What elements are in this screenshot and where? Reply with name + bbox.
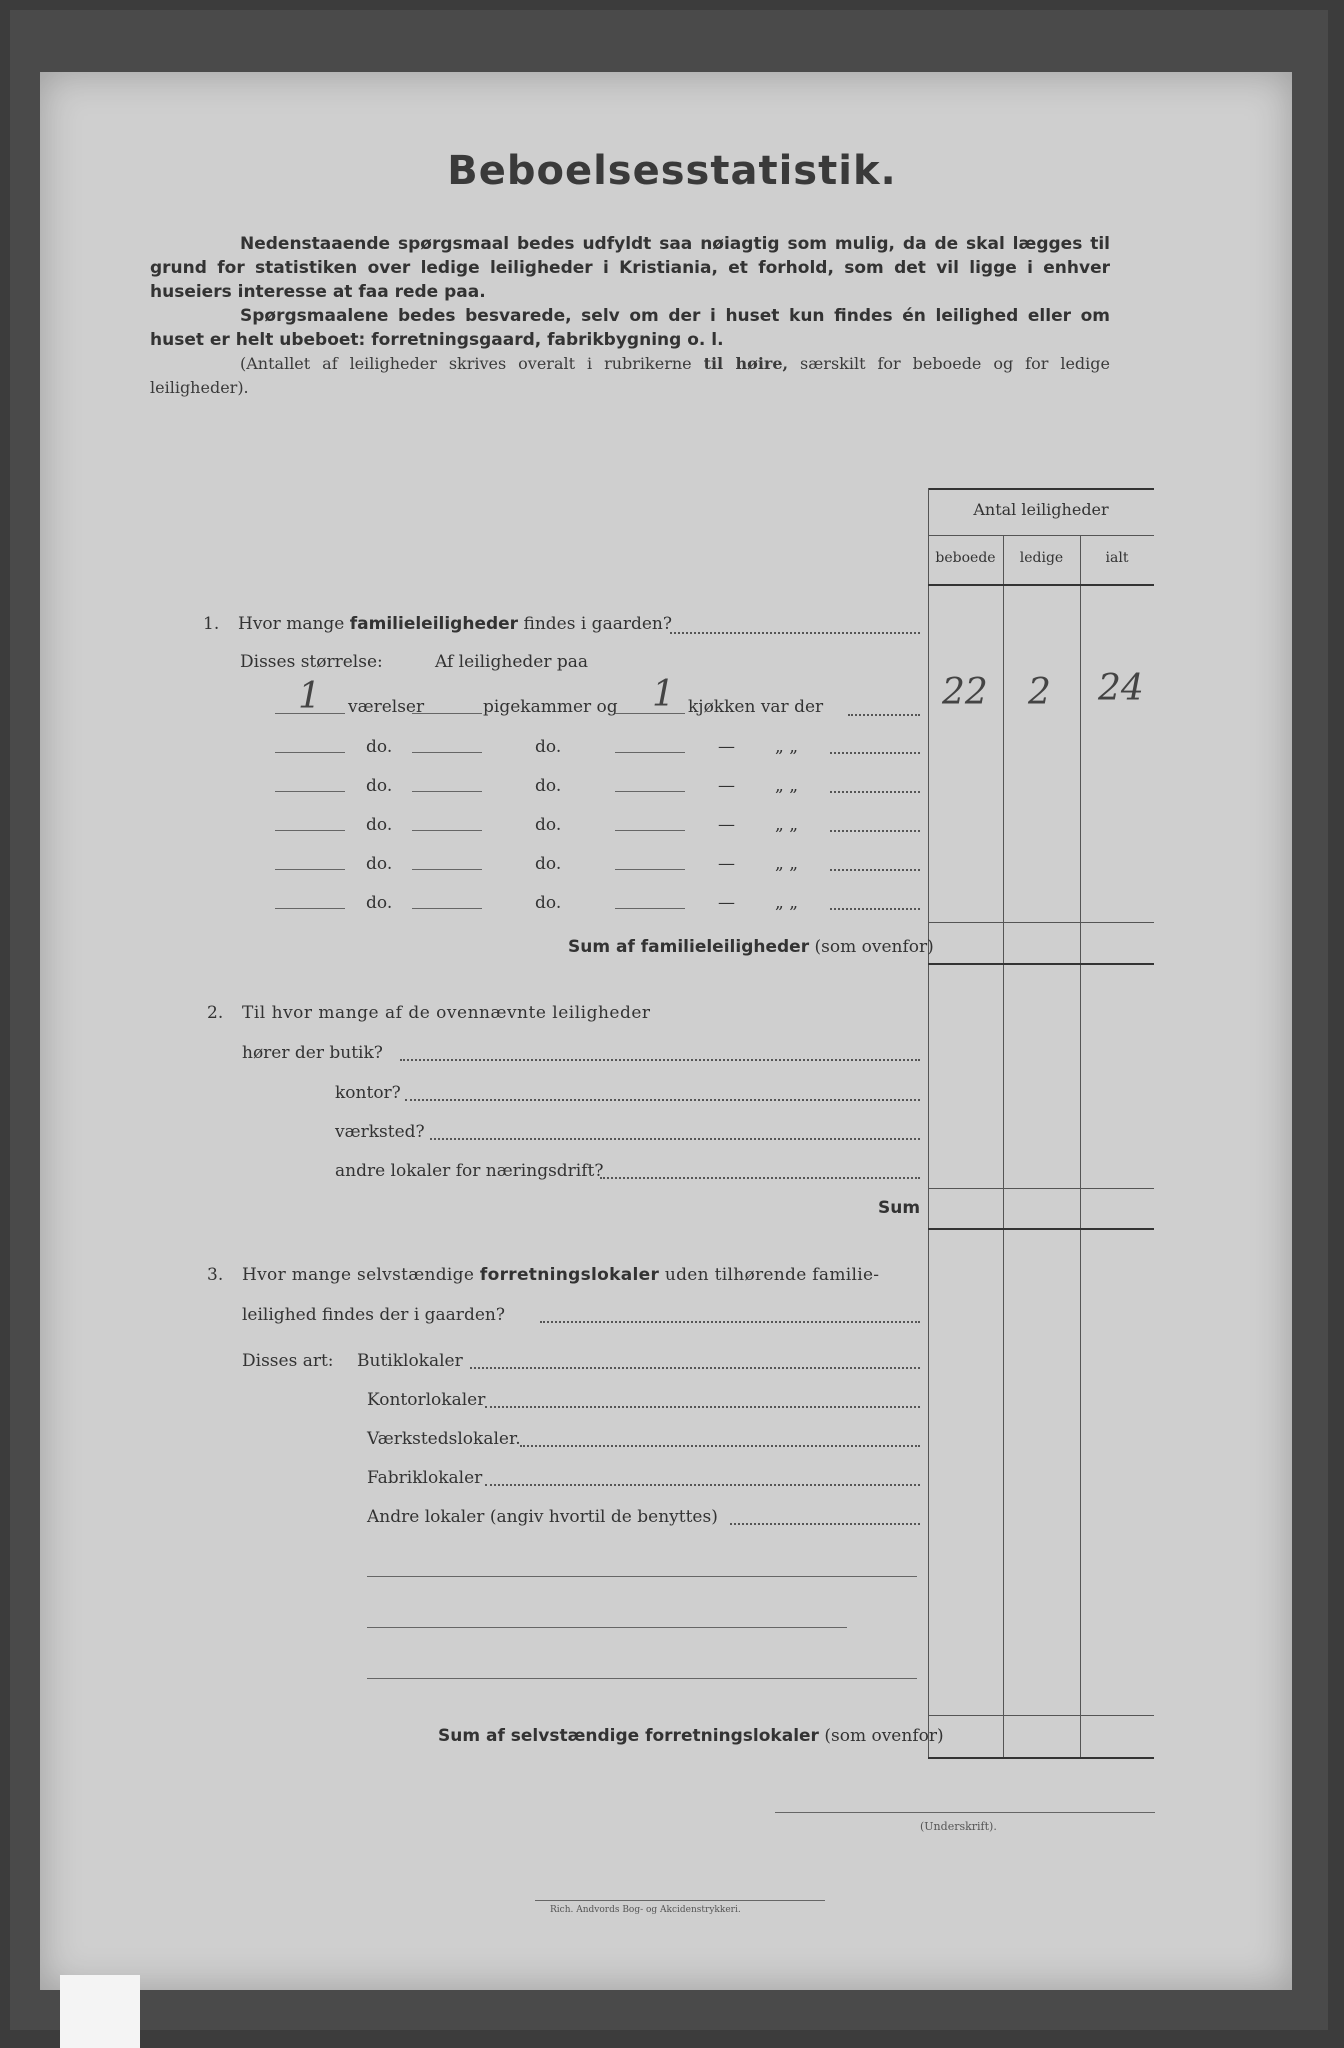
page-title: Beboelsesstatistik. bbox=[447, 148, 897, 194]
leader-butiklokaler bbox=[470, 1367, 920, 1369]
section2-sum: Sum bbox=[878, 1198, 921, 1218]
header-group-rule bbox=[928, 535, 1154, 536]
section3-number: 3. bbox=[207, 1265, 224, 1285]
printer-rule bbox=[535, 1900, 825, 1901]
do-label-1: do. bbox=[366, 776, 393, 796]
do-label-1: do. bbox=[366, 893, 393, 913]
table-left-border bbox=[928, 488, 929, 1758]
section3-question-line2: leilighed findes der i gaarden? bbox=[242, 1305, 505, 1325]
intro-paragraph-2: Spørgsmaalene bedes besvarede, selv om der i huset kun findes én leilighed eller om huset er helt ubeboet: forretningsgaard, fabrikbygning o. l. bbox=[150, 306, 1110, 350]
do-row-field-3 bbox=[615, 752, 685, 753]
leader-andre-lokaler bbox=[730, 1523, 920, 1525]
do-label-2: do. bbox=[535, 815, 562, 835]
intro-note-bold: til høire, bbox=[703, 354, 789, 373]
do-row-field-1 bbox=[275, 869, 345, 870]
kitchen-count-handwritten: 1 bbox=[652, 674, 675, 715]
dash: — bbox=[718, 893, 735, 913]
col-header-beboede: beboede bbox=[935, 550, 996, 566]
do-row-field-2 bbox=[412, 830, 482, 831]
section1-q-start: Hvor mange bbox=[238, 614, 350, 634]
intro-paragraph-1: Nedenstaaende spørgsmaal bedes udfyldt saa nøiagtig som mulig, da de skal lægges til grund for statistiken over ledige leiligheder i Kristiania, et forhold, som det vil ligge i enhver huseiers interesse at faa rede paa. bbox=[150, 234, 1110, 302]
row-leader bbox=[830, 830, 920, 832]
intro-note-end: særskilt for beboede og for ledige leiligheder). bbox=[150, 354, 1110, 397]
item-andre-lokaler: Andre lokaler (angiv hvortil de benyttes) bbox=[367, 1507, 718, 1527]
section1-number: 1. bbox=[203, 614, 220, 634]
do-row-field-3 bbox=[615, 830, 685, 831]
sum2-bottom-rule bbox=[928, 1228, 1154, 1230]
blank-line-1 bbox=[367, 1576, 917, 1577]
item-vaerkstedslokaler: Værkstedslokaler. bbox=[367, 1429, 521, 1449]
section3-q-start: Hvor mange selvstændige bbox=[242, 1265, 480, 1285]
intro-text bbox=[150, 232, 1110, 400]
signature-label: (Underskrift). bbox=[920, 1820, 997, 1833]
col-header-ialt: ialt bbox=[1105, 550, 1129, 566]
leader-andre bbox=[600, 1177, 920, 1179]
do-row-field-2 bbox=[412, 752, 482, 753]
row-leader bbox=[830, 791, 920, 793]
section3-q-end: uden tilhørende familie- bbox=[659, 1265, 880, 1285]
do-label-2: do. bbox=[535, 776, 562, 796]
do-row-field-2 bbox=[412, 908, 482, 909]
sum1-note: (som ovenfor) bbox=[809, 937, 934, 957]
leader-kontor bbox=[405, 1099, 920, 1101]
do-row-field-1 bbox=[275, 752, 345, 753]
size-label: Disses størrelse: bbox=[240, 652, 383, 672]
header-bottom-rule bbox=[928, 584, 1154, 586]
row1-leader bbox=[848, 714, 920, 716]
leader-butik bbox=[400, 1059, 920, 1061]
item-butiklokaler: Butiklokaler bbox=[357, 1351, 463, 1371]
do-row-field-2 bbox=[412, 791, 482, 792]
sum1-bold: Sum af familieleiligheder bbox=[568, 937, 810, 957]
ditto-marks: „ „ bbox=[775, 854, 799, 874]
table-col-divider-1 bbox=[1003, 535, 1004, 1758]
maid-label: pigekammer og bbox=[483, 697, 618, 717]
dash: — bbox=[718, 815, 735, 835]
section1-q-bold: familieleiligheder bbox=[349, 614, 519, 634]
dash: — bbox=[718, 737, 735, 757]
ialt-value: 24 bbox=[1098, 668, 1144, 709]
leader-kontorlokaler bbox=[485, 1406, 920, 1408]
row-leader bbox=[830, 869, 920, 871]
ditto-marks: „ „ bbox=[775, 776, 799, 796]
section2-item-kontor: kontor? bbox=[335, 1083, 401, 1103]
section2-number: 2. bbox=[207, 1003, 224, 1023]
row-leader bbox=[830, 908, 920, 910]
leader-vaerkstedslokaler bbox=[520, 1445, 920, 1447]
blank-line-2 bbox=[367, 1627, 847, 1628]
art-label: Disses art: bbox=[242, 1351, 334, 1371]
sum1-bottom-rule bbox=[928, 963, 1154, 965]
do-row-field-3 bbox=[615, 869, 685, 870]
sum-familieleiligheder bbox=[568, 937, 934, 957]
kitchen-label: kjøkken var der bbox=[688, 697, 824, 717]
ditto-marks: „ „ bbox=[775, 815, 799, 835]
ditto-marks: „ „ bbox=[775, 893, 799, 913]
section3-leader bbox=[540, 1321, 920, 1323]
section3-q-bold: forretningslokaler bbox=[479, 1265, 660, 1285]
section1-q-end: findes i gaarden? bbox=[518, 614, 672, 634]
section2-item-andre: andre lokaler for næringsdrift? bbox=[335, 1161, 604, 1181]
size-label-2: Af leiligheder paa bbox=[435, 652, 588, 672]
section2-question: Til hvor mange af de ovennævnte leiligheder bbox=[242, 1003, 651, 1023]
do-row-field-1 bbox=[275, 830, 345, 831]
sum-forretningslokaler bbox=[438, 1726, 944, 1746]
dash: — bbox=[718, 854, 735, 874]
blank-line-3 bbox=[367, 1678, 917, 1679]
intro-note-start: (Antallet af leiligheder skrives overalt i rubrikerne bbox=[240, 354, 704, 373]
rooms-label: værelser bbox=[348, 697, 425, 717]
table-group-header: Antal leiligheder bbox=[973, 500, 1109, 519]
col-header-ledige: ledige bbox=[1019, 550, 1064, 566]
do-label-1: do. bbox=[366, 737, 393, 757]
do-label-2: do. bbox=[535, 893, 562, 913]
do-label-1: do. bbox=[366, 815, 393, 835]
do-row-field-1 bbox=[275, 908, 345, 909]
leader-fabriklokaler bbox=[485, 1484, 920, 1486]
ledige-value: 2 bbox=[1028, 672, 1051, 713]
maid-field-line bbox=[412, 713, 482, 714]
light-leak bbox=[60, 1975, 140, 2048]
item-fabriklokaler: Fabriklokaler bbox=[367, 1468, 483, 1488]
do-label-2: do. bbox=[535, 854, 562, 874]
do-label-1: do. bbox=[366, 854, 393, 874]
intro-paragraph-3 bbox=[150, 352, 1110, 400]
sum2-top-rule bbox=[928, 1188, 1154, 1189]
dash: — bbox=[718, 776, 735, 796]
do-row-field-2 bbox=[412, 869, 482, 870]
table-top-rule bbox=[928, 488, 1154, 490]
printer-credit: Rich. Andvords Bog- og Akcidenstrykkeri. bbox=[550, 1905, 741, 1915]
do-label-2: do. bbox=[535, 737, 562, 757]
table-col-divider-2 bbox=[1080, 535, 1081, 1758]
signature-line bbox=[775, 1812, 1155, 1813]
row-leader bbox=[830, 752, 920, 754]
sum3-top-rule bbox=[928, 1715, 1154, 1716]
do-row-field-3 bbox=[615, 908, 685, 909]
do-row-field-3 bbox=[615, 791, 685, 792]
section3-question bbox=[242, 1265, 879, 1285]
sum1-top-rule bbox=[928, 922, 1154, 923]
section1-leader bbox=[670, 632, 920, 634]
leader-vaerksted bbox=[430, 1138, 920, 1140]
section2-item-butik: hører der butik? bbox=[242, 1043, 383, 1063]
ditto-marks: „ „ bbox=[775, 737, 799, 757]
do-row-field-1 bbox=[275, 791, 345, 792]
item-kontorlokaler: Kontorlokaler bbox=[367, 1390, 486, 1410]
sum3-bottom-rule bbox=[928, 1757, 1154, 1759]
section1-question bbox=[238, 614, 672, 634]
sum3-bold: Sum af selvstændige forretningslokaler bbox=[438, 1726, 819, 1746]
sum3-note: (som ovenfor) bbox=[818, 1726, 944, 1746]
rooms-count-handwritten: 1 bbox=[298, 676, 321, 717]
section2-item-vaerksted: værksted? bbox=[335, 1122, 425, 1142]
beboede-value: 22 bbox=[942, 672, 988, 713]
